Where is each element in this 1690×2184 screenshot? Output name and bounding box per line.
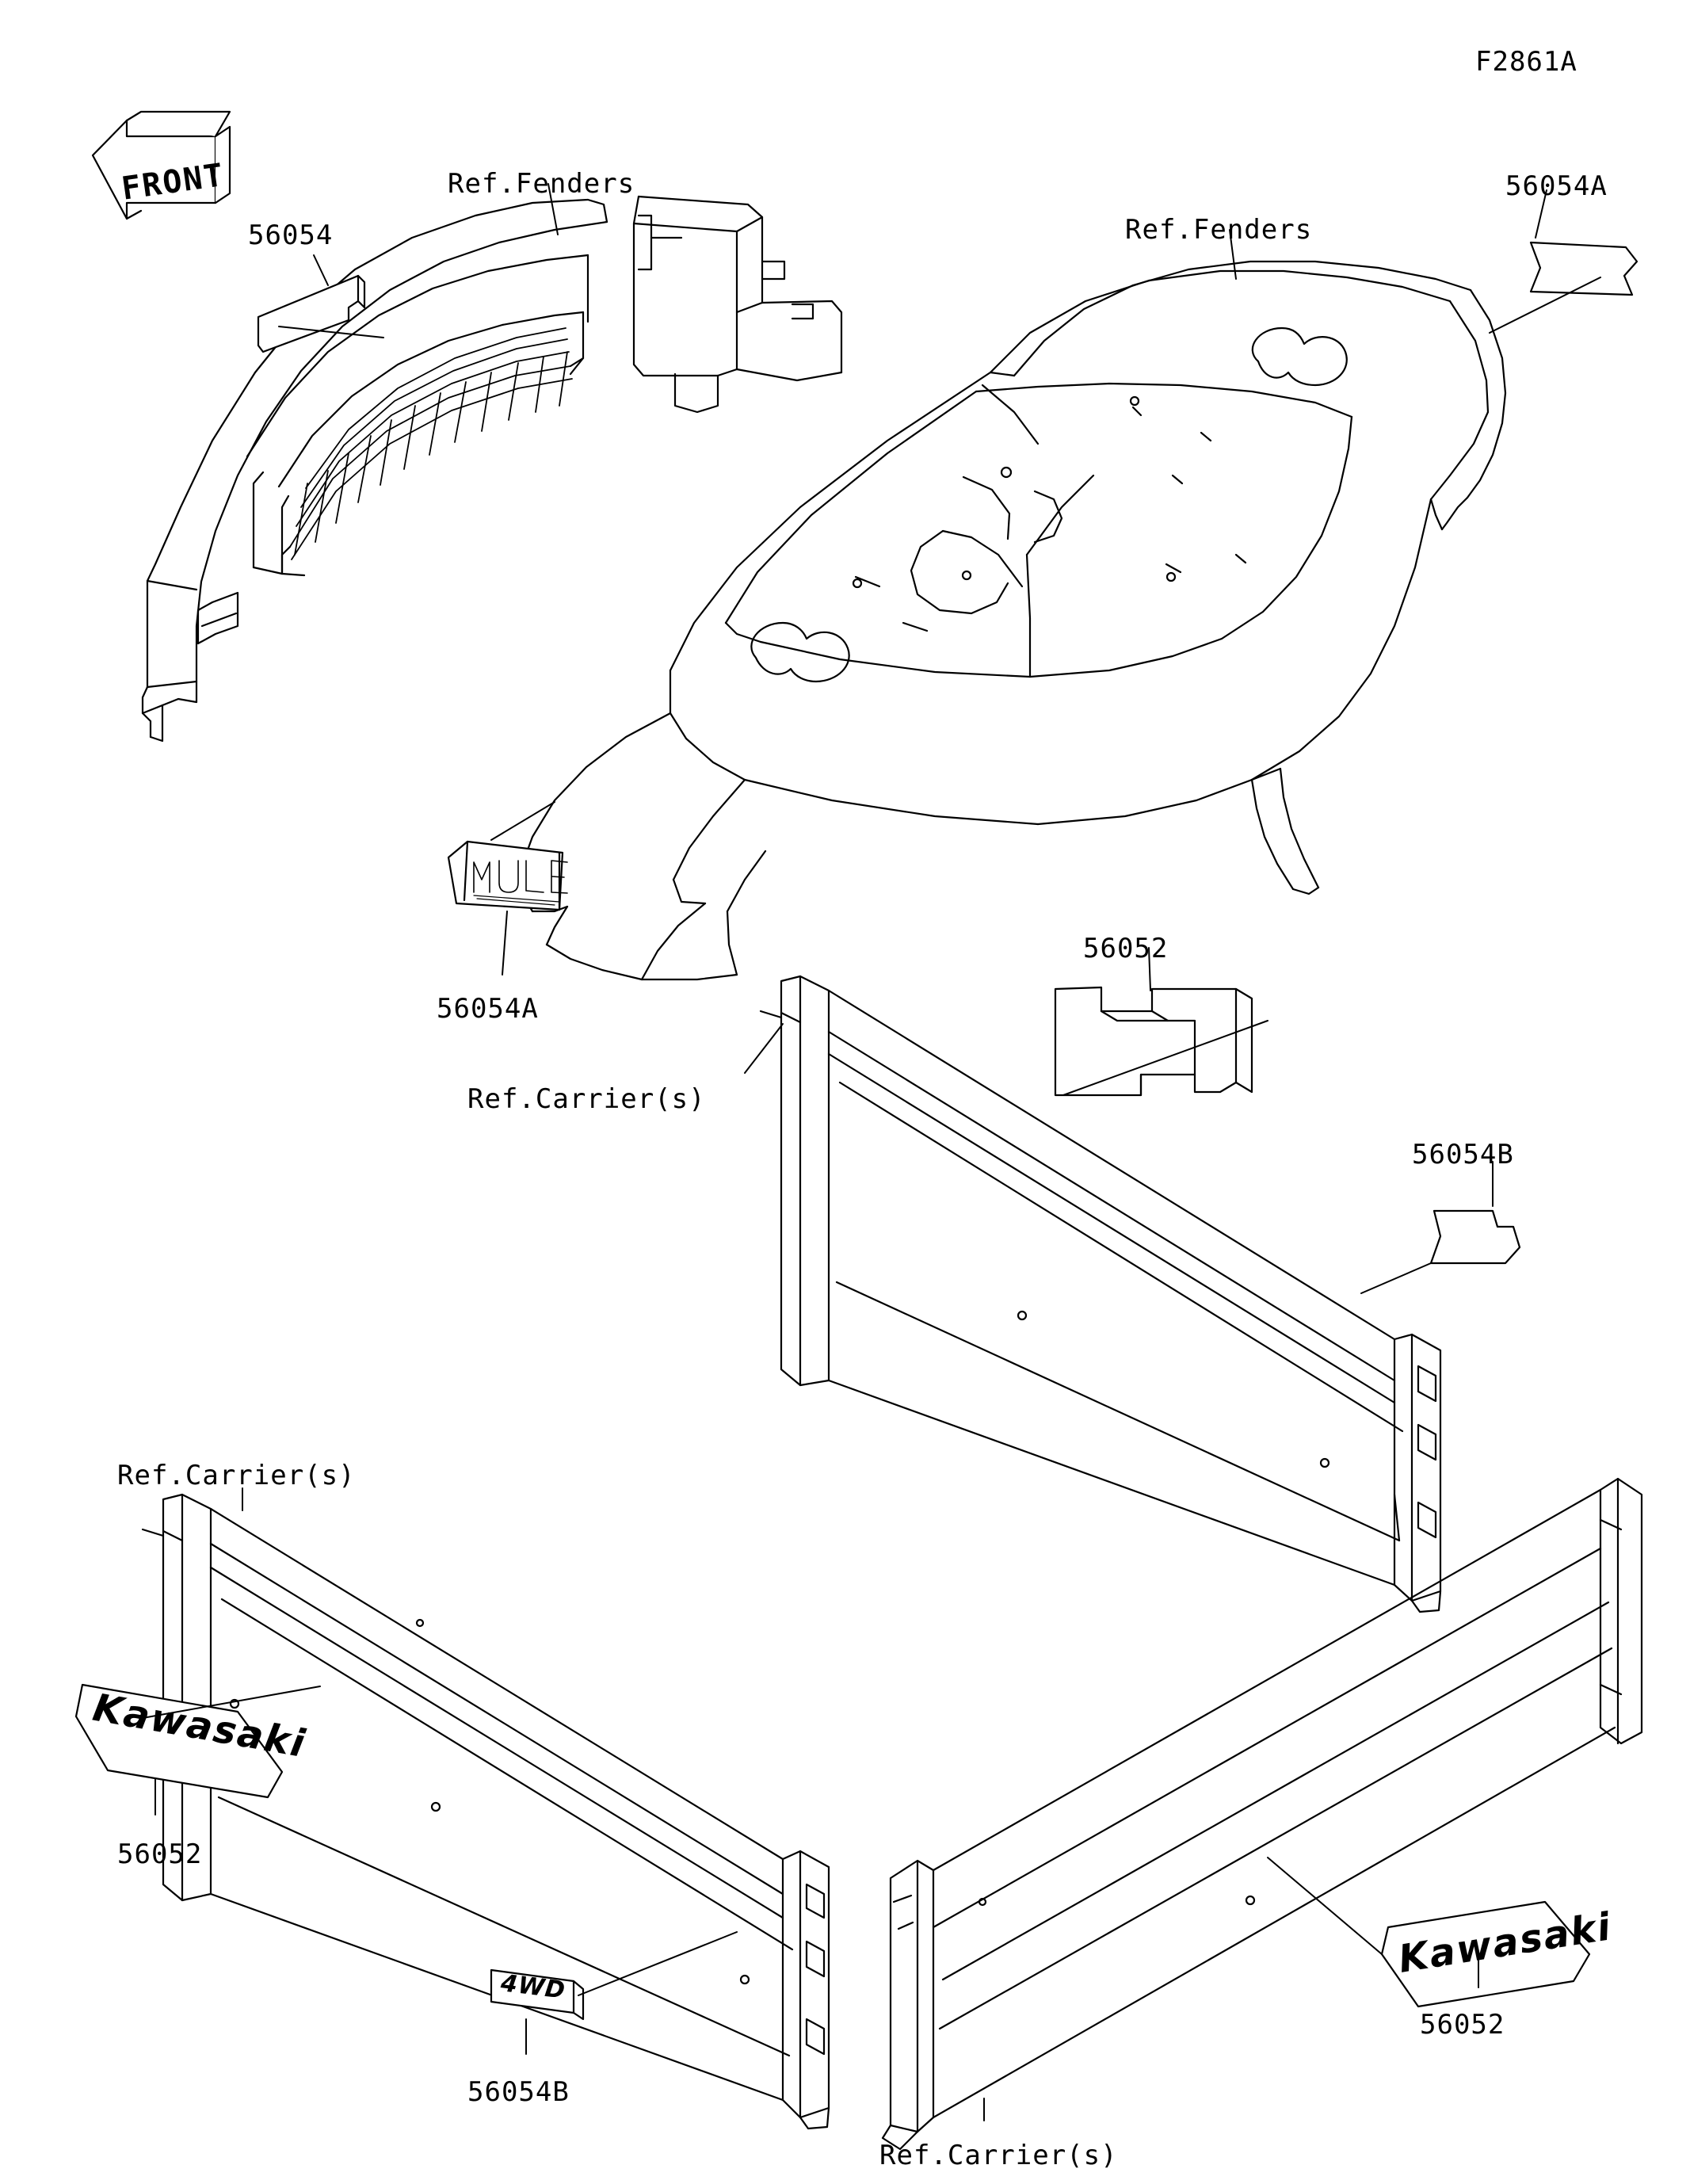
front-bracket (634, 197, 841, 412)
decal-56054a-top-shape (1531, 242, 1637, 295)
diagram-label-ref-carriers-left: Ref.Carrier(s) (117, 1460, 356, 1491)
decal-56052-top-shape (1055, 987, 1252, 1095)
diagram-label-part-56052-top: 56052 (1083, 933, 1169, 964)
diagram-label-part-56054b-right: 56054B (1412, 1139, 1514, 1170)
leader-lines (143, 184, 1600, 2121)
rear-fender-assembly (520, 262, 1505, 979)
sheet-code: F2861A (1475, 46, 1577, 78)
kawasaki-decal-right-text: Kawasaki (1395, 1904, 1616, 1982)
diagram-label-part-56054b-bottom: 56054B (467, 2076, 570, 2108)
diagram-label-ref-fenders-right: Ref.Fenders (1125, 214, 1313, 246)
diagram-label-ref-carriers-bottom: Ref.Carrier(s) (879, 2140, 1118, 2171)
front-arrow-label-wrap (113, 135, 243, 238)
kawasaki-decal-left-text: Kawasaki (90, 1685, 310, 1767)
decal-56054-shape (258, 276, 364, 352)
diagram-label-part-56054a-top: 56054A (1505, 170, 1608, 202)
front-fender-assembly (143, 200, 607, 741)
diagram-label-part-56054: 56054 (248, 220, 334, 251)
diagram-label-part-56054a-mule: 56054A (437, 993, 539, 1025)
four-wd-decal-text: 4WD (499, 1969, 567, 2005)
decal-mule-shape (448, 842, 563, 910)
diagram-label-part-56052-left: 56052 (117, 1838, 203, 1870)
diagram-label-ref-fenders-left: Ref.Fenders (448, 168, 635, 200)
diagram-label-ref-carriers-mid: Ref.Carrier(s) (467, 1083, 706, 1115)
diagram-label-part-56052-right: 56052 (1420, 2009, 1505, 2041)
carrier-panel-bottom-left (143, 1495, 829, 2129)
front-arrow-label: FRONT (119, 157, 227, 208)
decal-56054b-right-shape (1431, 1211, 1520, 1263)
carrier-panel-bottom-right (883, 1479, 1642, 2149)
